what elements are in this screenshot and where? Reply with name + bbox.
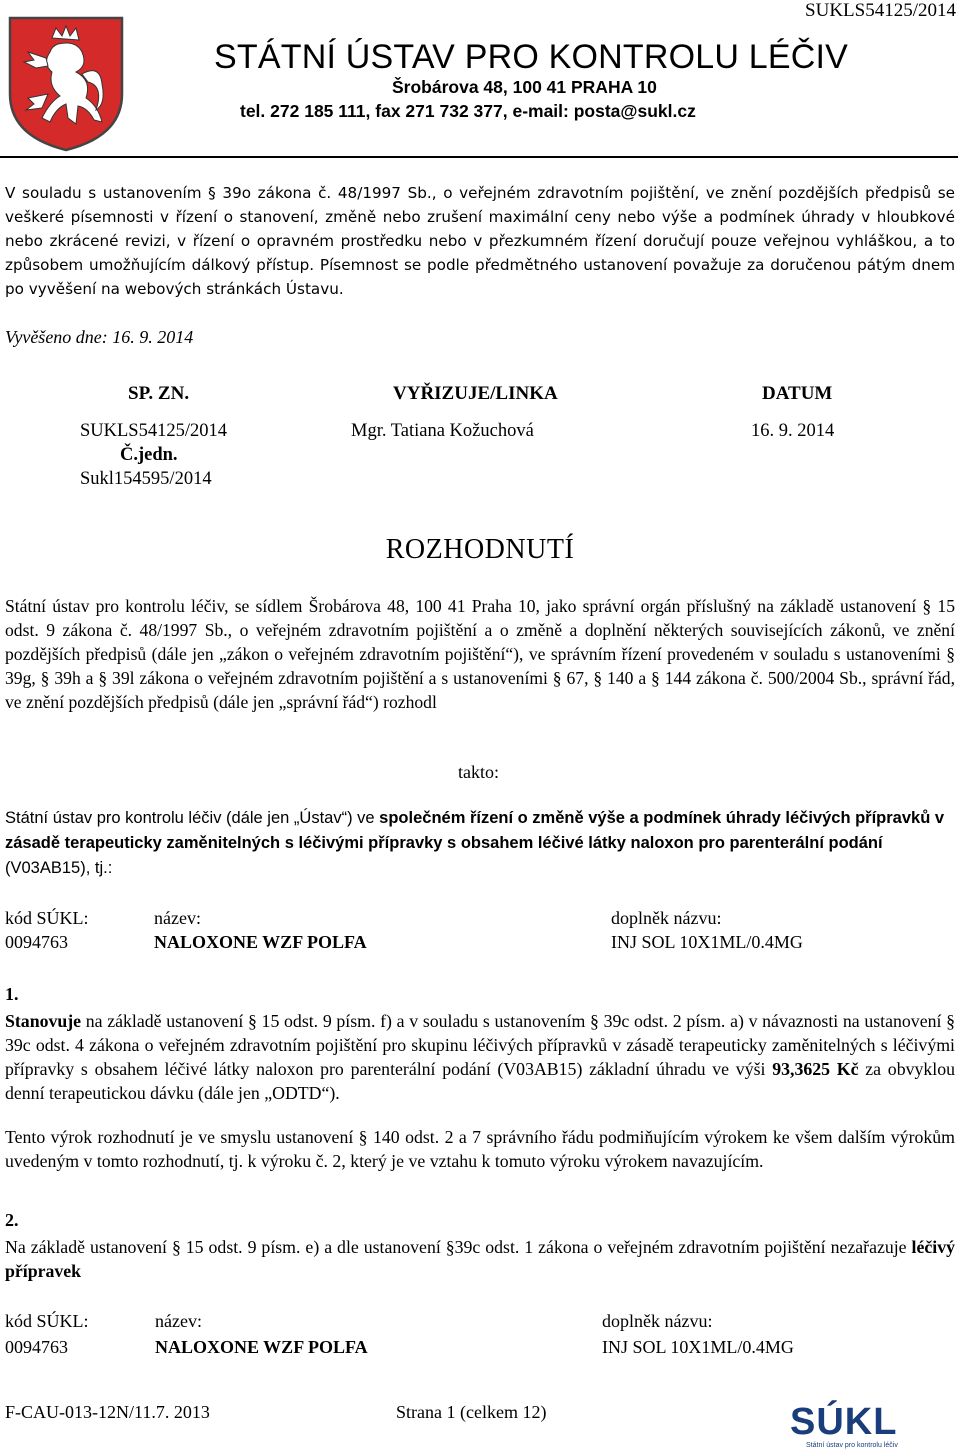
page-number: Strana 1 (celkem 12) — [396, 1402, 547, 1422]
header-date: DATUM — [762, 383, 833, 404]
product1-code: 0094763 — [5, 932, 68, 952]
item1-amount: 93,3625 Kč — [772, 1058, 859, 1079]
sukl-logo-subtitle: Státní ústav pro kontrolu léčiv — [806, 1442, 898, 1449]
product2-suppl-label: doplněk názvu: — [602, 1311, 713, 1331]
institution-address: Šrobárova 48, 100 41 PRAHA 10 — [392, 77, 657, 97]
item1-text-a: na základě ustanovení § 15 odst. 9 písm. f) a v souladu s ustanovením § 39c odst. 2 písm. a) v návaznosti na ustanovení § 39c odst. 4 zákona o veřejném zdravotním pojištění pro skupinu léčivých přípravků v zásadě terapeuticky zaměnitelných s léčivými přípravky s obsahem léčivé látky naloxon pro parenterální podání (V03AB15) základní úhradu ve výši — [5, 1011, 955, 1079]
form-code: F-CAU-013-12N/11.7. 2013 — [5, 1402, 210, 1422]
preamble-paragraph: Státní ústav pro kontrolu léčiv, se sídlem Šrobárova 48, 100 41 Praha 10, jako správní orgán příslušný na základě ustanovení § 15 odst. 9 zákona č. 48/1997 Sb., o veřejném zdravotním pojištění a o změně a doplnění některých souvisejících zákonů, ve znění pozdějších předpisů (dále jen „zákon o veřejném zdravotním pojištění“), ve správním řízení provedeném v souladu s ustanoveními § 39g, § 39h a § 39l zákona o veřejném zdravotním pojištění a s ustanoveními § 67, § 140 a § 144 zákona č. 500/2004 Sb., správní řád, ve znění pozdějších předpisů (dále jen „správní řád“) rozhodl — [5, 596, 955, 712]
item1-number: 1. — [5, 984, 19, 1004]
product2-name-label: název: — [155, 1311, 202, 1331]
cjedn-value: Sukl154595/2014 — [80, 469, 212, 489]
intro-paragraph: V souladu s ustanovením § 39o zákona č. 48/1997 Sb., o veřejném zdravotním pojištění, ve znění pozdějších předpisů se veškeré písemnosti v řízení o stanovení, změně nebo zrušení maximální ceny nebo výše a podmínek úhrady v hloubkové nebo zkrácené revizi, v řízení o opravném prostředku nebo v přezkumném řízení doručují pouze veřejnou vyhláškou, a to způsobem umožňujícím dálkový přístup. Písemnost se podle předmětného ustanovení považuje za doručenou pátým dnem po vyvěšení na webových stránkách Ústavu. — [5, 184, 955, 298]
product1-code-label: kód SÚKL: — [5, 908, 89, 928]
cjedn-label: Č.jedn. — [120, 445, 178, 465]
product1-name: NALOXONE WZF POLFA — [154, 932, 367, 952]
item1-verb: Stanovuje — [5, 1011, 82, 1031]
date-value: 16. 9. 2014 — [751, 421, 835, 441]
joint-part3: (V03AB15), tj.: — [5, 859, 113, 877]
item1-second-paragraph: Tento výrok rozhodnutí je ve smyslu ustanovení § 140 odst. 2 a 7 správního řádu podmiňujícím výrokem ke všem dalším výrokům uvedeným v tomto rozhodnutí, tj. k výroku č. 2, který je ve vztahu k tomuto výroku výrokem navazujícím. — [5, 1127, 955, 1171]
product2-suppl: INJ SOL 10X1ML/0.4MG — [602, 1337, 794, 1357]
item2-bold: léčivý přípravek — [5, 1237, 955, 1281]
decision-title: ROZHODNUTÍ — [385, 534, 575, 565]
joint-part2: společném řízení o změně výše a podmínek úhrady léčivých přípravků v zásadě terapeuticky zaměnitelných s léčivými přípravky s obsahem léčivé látky naloxon pro parenterální podání — [5, 809, 945, 852]
product1-suppl: INJ SOL 10X1ML/0.4MG — [611, 932, 803, 952]
product2-name: NALOXONE WZF POLFA — [155, 1337, 368, 1357]
header-divider — [0, 156, 958, 158]
reference-number-top: SUKLS54125/2014 — [805, 0, 956, 21]
takto-label: takto: — [458, 762, 499, 782]
product2-code: 0094763 — [5, 1337, 68, 1357]
item1-paragraph — [5, 1010, 955, 1106]
product1-name-label: název: — [154, 908, 201, 928]
item2-paragraph — [5, 1236, 955, 1284]
header-sp-zn: SP. ZN. — [128, 383, 190, 404]
handler-value: Mgr. Tatiana Kožuchová — [351, 421, 534, 441]
sp-zn-value: SUKLS54125/2014 — [80, 421, 227, 441]
header-handler: VYŘIZUJE/LINKA — [393, 383, 558, 404]
institution-title: STÁTNÍ ÚSTAV PRO KONTROLU LÉČIV — [214, 38, 849, 76]
product2-code-label: kód SÚKL: — [5, 1311, 89, 1331]
institution-contact: tel. 272 185 111, fax 271 732 377, e-mail: posta@sukl.cz — [240, 101, 696, 121]
item2-number: 2. — [5, 1210, 19, 1230]
sukl-logo — [788, 1398, 954, 1450]
joint-proceeding-paragraph — [5, 806, 955, 881]
czech-lion-emblem-icon — [6, 14, 126, 154]
item1-text-b: za obvyklou denní terapeutickou dávku (dále jen „ODTD“). — [5, 1058, 955, 1103]
sukl-logo-text: SÚKL — [790, 1401, 898, 1443]
joint-part1: Státní ústav pro kontrolu léčiv (dále jen „Ústav“) ve — [5, 809, 380, 827]
item2-text: Na základě ustanovení § 15 odst. 9 písm. e) a dle ustanovení §39c odst. 1 zákona o veřejném zdravotním pojištění nezařazuje — [5, 1237, 912, 1257]
product1-suppl-label: doplněk názvu: — [611, 908, 722, 928]
posted-date: Vyvěšeno dne: 16. 9. 2014 — [5, 327, 194, 347]
